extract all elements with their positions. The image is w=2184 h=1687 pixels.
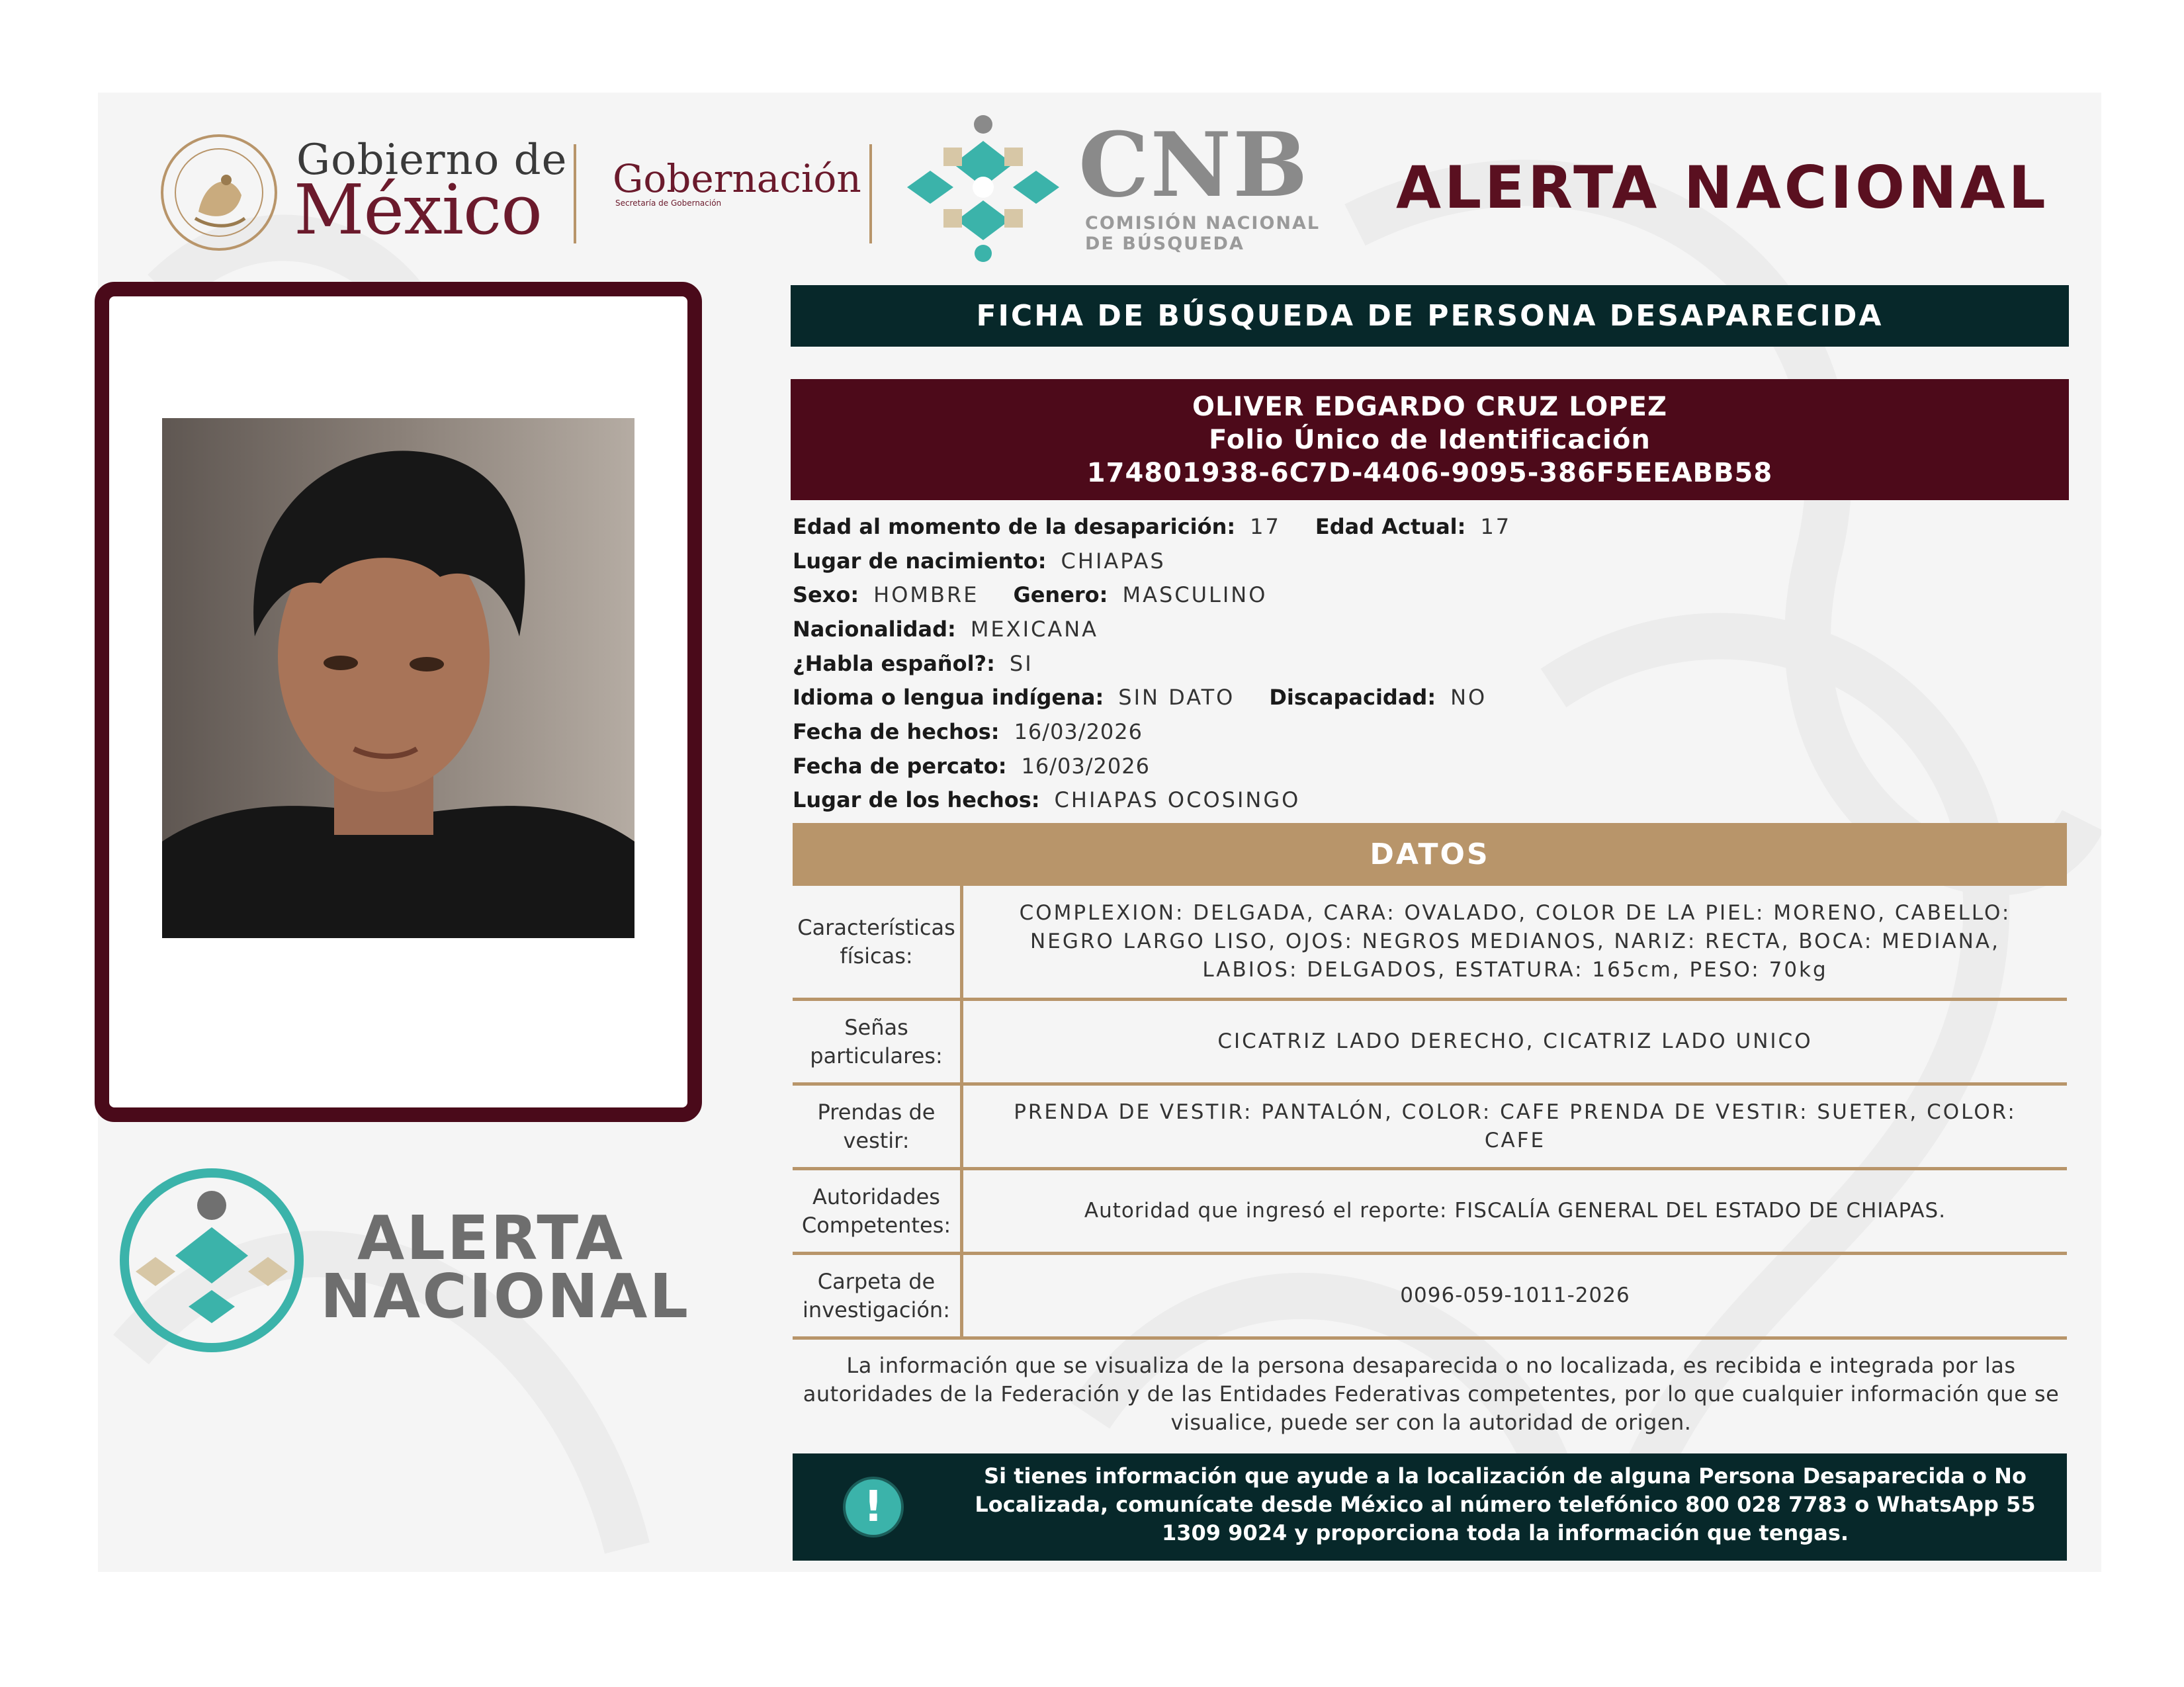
info-label: Idioma o lengua indígena: — [793, 685, 1104, 711]
table-row-value: COMPLEXION: DELGADA, CARA: OVALADO, COLOR DE LA PIEL: MORENO, CABELLO: NEGRO LARGO LISO, OJOS: NEGROS MEDIANOS, NARIZ: RECTA, BOCA: MEDIANA, LABIOS: DELGADOS, ESTATURA: 165cm, PESO: 70kg — [1019, 901, 2011, 982]
disclaimer-text: La información que se visualiza de la persona desaparecida o no localizada, es recibida e integrada por las autoridades de la Federación y de las Entidades Federativas competentes, por lo que cualquier información que se visualice, puede ser con la autoridad de origen. — [803, 1353, 2060, 1435]
info-row — [793, 714, 2050, 749]
contact-info-text: Si tienes información que ayude a la localización de alguna Persona Desaparecida o No Localizada, comunícate desde México al número telefónico 800 028 7783 o WhatsApp 55 1309 9024 y proporciona toda la información que tengas. — [975, 1463, 2036, 1545]
mexico-seal-logo — [159, 132, 279, 253]
info-label: Fecha de percato: — [793, 753, 1007, 779]
info-label: Genero: — [1013, 582, 1108, 608]
header-divider — [869, 144, 872, 243]
info-value: 17 — [1480, 513, 1512, 539]
cnb-subtitle: COMISIÓN NACIONAL — [1085, 213, 1321, 234]
folio-number: 174801938-6C7D-4406-9095-386F5EEABB58 — [1086, 457, 1773, 488]
info-row — [793, 783, 2050, 818]
exclamation-icon: ! — [846, 1479, 901, 1535]
table-row-value: 0096-059-1011-2026 — [1400, 1283, 1630, 1307]
table-row — [793, 886, 2067, 1001]
info-value: 16/03/2026 — [1014, 718, 1143, 744]
info-row — [793, 544, 2050, 578]
info-value: NO — [1450, 685, 1487, 711]
info-value: MASCULINO — [1122, 582, 1268, 608]
person-name-box — [791, 379, 2069, 500]
cnb-text: CNB — [1078, 112, 1309, 217]
gobierno-de-text: Gobierno de — [296, 136, 568, 185]
table-row-label: Autoridades Competentes: — [793, 1170, 963, 1252]
table-row-label: Características físicas: — [793, 886, 963, 998]
info-row — [793, 578, 2050, 612]
info-row — [793, 509, 2050, 544]
info-label: Edad al momento de la desaparición: — [793, 513, 1236, 539]
info-row — [793, 612, 2050, 646]
datos-title-bar: DATOS — [793, 823, 2067, 886]
info-value: CHIAPAS OCOSINGO — [1054, 787, 1301, 813]
info-label: Discapacidad: — [1269, 685, 1436, 711]
table-row-label: Prendas de vestir: — [793, 1086, 963, 1167]
table-row-label: Señas particulares: — [793, 1001, 963, 1082]
table-row — [793, 1255, 2067, 1340]
info-value: SI — [1009, 650, 1033, 676]
table-row — [793, 1086, 2067, 1170]
info-row — [793, 680, 2050, 714]
alerta-logo-text: ALERTA — [357, 1203, 625, 1274]
alerta-nacional-emblem-icon — [116, 1164, 308, 1356]
info-value: 16/03/2026 — [1021, 753, 1150, 779]
table-row-value: CICATRIZ LADO DERECHO, CICATRIZ LADO UNICO — [1217, 1029, 1813, 1053]
info-label: Nacionalidad: — [793, 616, 956, 642]
header-divider — [574, 144, 576, 243]
info-label: Lugar de nacimiento: — [793, 548, 1047, 574]
person-info-list — [793, 509, 2050, 817]
mexico-text: México — [294, 169, 542, 250]
info-label: Fecha de hechos: — [793, 718, 1000, 744]
info-row — [793, 646, 2050, 681]
info-value: CHIAPAS — [1061, 548, 1166, 574]
info-value: MEXICANA — [970, 616, 1099, 642]
cnb-emblem-icon — [904, 111, 1063, 263]
info-value: SIN DATO — [1118, 685, 1235, 711]
table-row — [793, 1001, 2067, 1086]
table-row-value: PRENDA DE VESTIR: PANTALÓN, COLOR: CAFE PRENDA DE VESTIR: SUETER, COLOR: CAFE — [1014, 1100, 2017, 1152]
nacional-logo-text: NACIONAL — [320, 1261, 690, 1332]
datos-table — [793, 886, 2067, 1340]
person-name: OLIVER EDGARDO CRUZ LOPEZ — [1192, 391, 1667, 422]
ficha-title-bar: FICHA DE BÚSQUEDA DE PERSONA DESAPARECIDA — [791, 285, 2069, 347]
info-label: Edad Actual: — [1315, 513, 1466, 539]
table-row-value: Autoridad que ingresó el reporte: FISCALÍA GENERAL DEL ESTADO DE CHIAPAS. — [1084, 1199, 1946, 1223]
info-value: HOMBRE — [873, 582, 979, 608]
info-label: ¿Habla español?: — [793, 650, 995, 676]
missing-person-photo — [162, 418, 634, 938]
table-row — [793, 1170, 2067, 1255]
info-row — [793, 749, 2050, 783]
gobernacion-subtitle: Secretaría de Gobernación — [615, 198, 722, 208]
gobernacion-logo-text: Gobernación — [613, 156, 861, 201]
alerta-nacional-title: ALERTA NACIONAL — [1396, 153, 2049, 222]
table-row-label: Carpeta de investigación: — [793, 1255, 963, 1336]
info-label: Lugar de los hechos: — [793, 787, 1040, 813]
info-label: Sexo: — [793, 582, 859, 608]
cnb-subtitle: DE BÚSQUEDA — [1085, 234, 1245, 254]
folio-label: Folio Único de Identificación — [1209, 424, 1651, 455]
info-value: 17 — [1250, 513, 1281, 539]
